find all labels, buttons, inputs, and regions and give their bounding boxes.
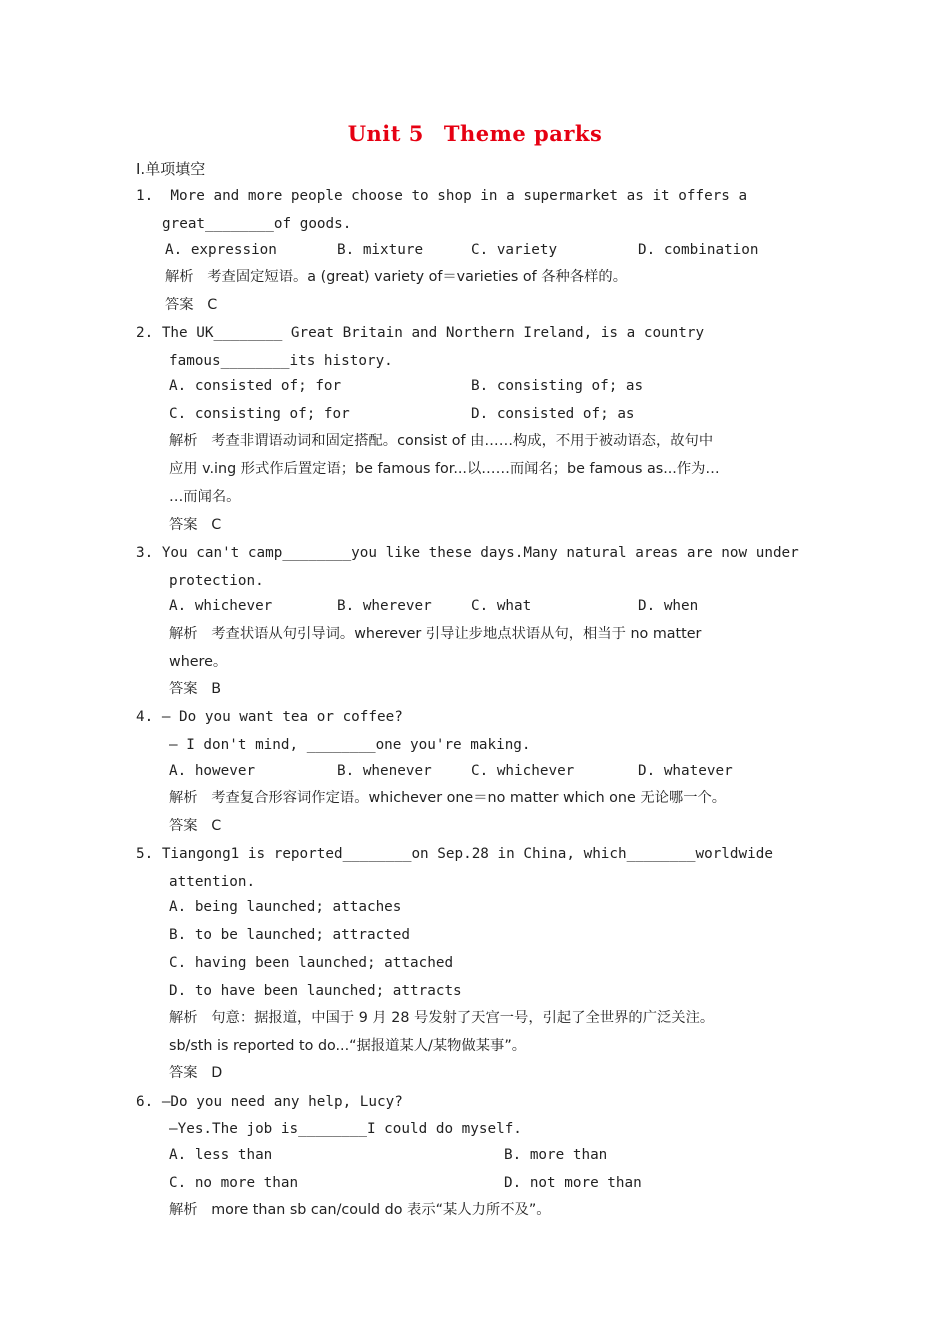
question-6-stem: 6. —Do you need any help, Lucy? [136, 1094, 403, 1110]
question-2-stem-cont: famous________its history. [169, 353, 393, 369]
analysis-cont: where。 [169, 654, 228, 670]
option-a: A. expression [165, 242, 277, 258]
option-a: A. being launched; attaches [169, 899, 402, 915]
analysis: 解析 more than sb can/could do 表示“某人力所不及”。 [169, 1202, 551, 1218]
option-d: D. whatever [638, 763, 733, 779]
question-1-stem-cont: great________of goods. [162, 216, 352, 232]
title-unit: Unit 5 [347, 121, 424, 146]
answer: 答案 C [165, 297, 218, 313]
option-b: B. to be launched; attracted [169, 927, 411, 943]
option-b: B. more than [504, 1147, 608, 1163]
analysis-cont: sb/sth is reported to do...“据报道某人/某物做某事”。 [169, 1038, 527, 1054]
option-d: D. not more than [504, 1175, 642, 1191]
option-c: C. no more than [169, 1175, 299, 1191]
option-c: C. consisting of; for [169, 406, 350, 422]
section-heading: I.单项填空 [136, 160, 206, 178]
analysis: 解析 考查非谓语动词和固定搭配。consist of 由……构成，不用于被动语态，故句中 [169, 433, 714, 449]
question-4-stem: 4. — Do you want tea or coffee? [136, 709, 403, 725]
answer: 答案 C [169, 818, 222, 834]
page-title [0, 121, 950, 146]
option-c: C. variety [471, 242, 558, 258]
option-c: C. having been launched; attached [169, 955, 454, 971]
option-c: C. whichever [471, 763, 575, 779]
analysis-cont: 应用 v.ing 形式作后置定语；be famous for...以……而闻名；be famous as...作为… [169, 461, 720, 477]
analysis: 解析 考查固定短语。a (great) variety of＝varieties of 各种各样的。 [165, 269, 628, 285]
option-b: B. mixture [337, 242, 424, 258]
analysis: 解析 考查复合形容词作定语。whichever one＝no matter which one 无论哪一个。 [169, 790, 727, 806]
question-3-stem-cont: protection. [169, 573, 264, 589]
question-4-stem-cont: — I don't mind, ________one you're making. [169, 737, 531, 753]
analysis: 解析 句意：据报道，中国于 9 月 28 号发射了天宫一号，引起了全世界的广泛关注。 [169, 1010, 715, 1026]
question-1-stem: 1. More and more people choose to shop in a supermarket as it offers a [136, 188, 748, 204]
option-b: B. consisting of; as [471, 378, 644, 394]
option-a: A. consisted of; for [169, 378, 342, 394]
question-5-stem-cont: attention. [169, 874, 256, 890]
analysis: 解析 考查状语从句引导词。wherever 引导让步地点状语从句，相当于 no matter [169, 626, 702, 642]
question-6-stem-cont: —Yes.The job is________I could do myself. [169, 1121, 522, 1137]
option-d: D. consisted of; as [471, 406, 635, 422]
option-d: D. when [638, 598, 699, 614]
option-b: B. whenever [337, 763, 432, 779]
title-name: Theme parks [443, 121, 603, 146]
option-d: D. combination [638, 242, 759, 258]
option-d: D. to have been launched; attracts [169, 983, 462, 999]
answer: 答案 C [169, 517, 222, 533]
answer: 答案 B [169, 681, 222, 697]
analysis-cont: …而闻名。 [169, 489, 241, 505]
question-2-stem: 2. The UK________ Great Britain and Northern Ireland, is a country [136, 325, 705, 341]
option-c: C. what [471, 598, 532, 614]
option-a: A. less than [169, 1147, 273, 1163]
option-a: A. whichever [169, 598, 273, 614]
answer: 答案 D [169, 1065, 223, 1081]
option-b: B. wherever [337, 598, 432, 614]
option-a: A. however [169, 763, 256, 779]
question-5-stem: 5. Tiangong1 is reported________on Sep.28 in China, which________worldwide [136, 846, 773, 862]
question-3-stem: 3. You can't camp________you like these days.Many natural areas are now under [136, 545, 799, 561]
